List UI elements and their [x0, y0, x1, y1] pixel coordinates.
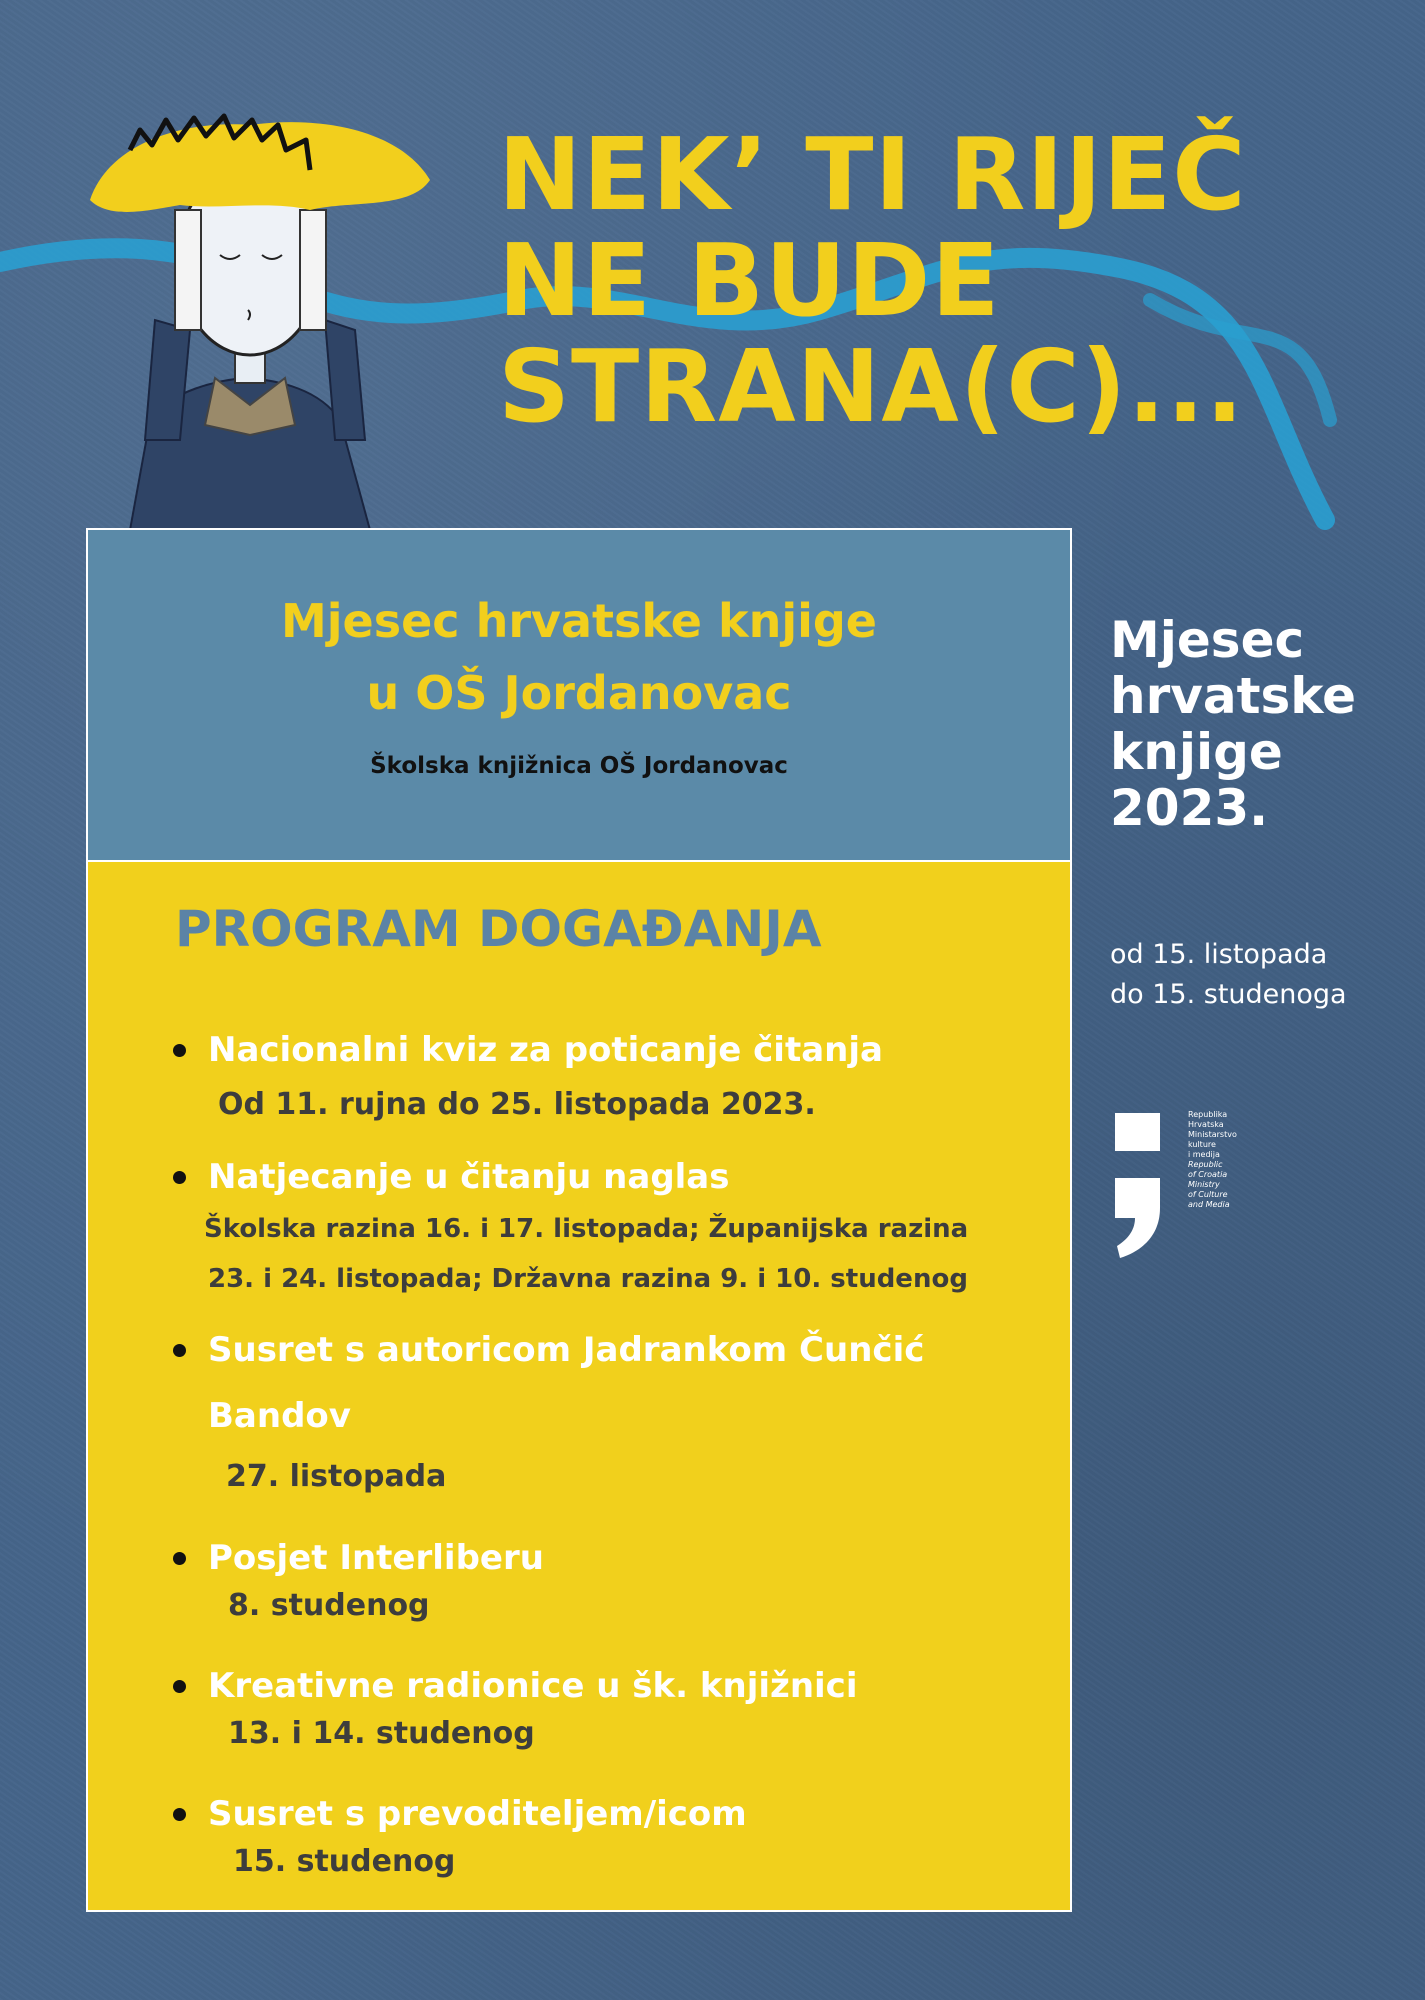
ministry-text	[1188, 1110, 1237, 1210]
girl-illustration	[70, 60, 450, 530]
ministry-text-line-en: of Culture	[1188, 1190, 1228, 1199]
event-title: Kreativne radionice u šk. knjižnici	[208, 1666, 858, 1706]
event-title: Nacionalni kviz za poticanje čitanja	[208, 1030, 883, 1070]
bullet-icon	[173, 1044, 186, 1057]
program-heading: PROGRAM DOGAĐANJA	[175, 900, 822, 958]
panel-title-line-2: u OŠ Jordanovac	[366, 666, 792, 720]
ministry-text-line: Hrvatska	[1188, 1120, 1224, 1129]
ministry-text-line: kulture	[1188, 1140, 1216, 1149]
campaign-dates	[1110, 935, 1347, 1015]
panel-title-line-1: Mjesec hrvatske knjige	[280, 594, 877, 648]
semicolon-dot-icon	[1115, 1113, 1160, 1151]
headline-line-2: NE BUDE	[498, 222, 1001, 339]
event-title: Natjecanje u čitanju naglas	[208, 1157, 730, 1197]
event-date: 15. studenog	[233, 1844, 456, 1879]
campaign-title-line: 2023.	[1110, 779, 1269, 837]
ministry-text-line: i medija	[1188, 1150, 1220, 1159]
ministry-text-line-en: Republic	[1188, 1160, 1223, 1169]
panel-subtitle: Školska knjižnica OŠ Jordanovac	[370, 753, 788, 779]
campaign-dates-line: od 15. listopada	[1110, 939, 1328, 970]
campaign-title-line: Mjesec	[1110, 611, 1305, 669]
ministry-text-line-en: Ministry	[1188, 1180, 1220, 1189]
semicolon-comma-icon	[1115, 1178, 1163, 1258]
ministry-text-line: Ministarstvo	[1188, 1130, 1237, 1139]
panel-title	[88, 585, 1070, 729]
event-title: Posjet Interliberu	[208, 1538, 544, 1578]
ministry-text-line-en: of Croatia	[1188, 1170, 1228, 1179]
event-title: Susret s prevoditeljem/icom	[208, 1794, 747, 1834]
bullet-icon	[173, 1344, 186, 1357]
ministry-text-line: Republika	[1188, 1110, 1228, 1119]
ministry-logo	[1115, 1110, 1255, 1260]
campaign-title	[1110, 612, 1356, 836]
headline-line-3: STRANA(C)...	[498, 328, 1245, 445]
campaign-dates-line: do 15. studenoga	[1110, 979, 1347, 1010]
headline-line-1: NEK’ TI RIJEČ	[498, 116, 1247, 233]
poster-headline	[498, 116, 1247, 445]
program-panel	[86, 528, 1072, 1912]
campaign-title-line: knjige	[1110, 723, 1283, 781]
bullet-icon	[173, 1552, 186, 1565]
event-date: Od 11. rujna do 25. listopada 2023.	[218, 1087, 816, 1122]
program-section	[88, 862, 1070, 1910]
panel-header	[88, 530, 1070, 862]
event-title: Susret s autoricom Jadrankom Čunčić Bandov	[208, 1330, 925, 1436]
event-date: 13. i 14. studenog	[228, 1716, 535, 1751]
event-date: 23. i 24. listopada; Državna razina 9. i 10. studenog	[208, 1264, 968, 1294]
event-date: 8. studenog	[228, 1588, 430, 1623]
event-date: Školska razina 16. i 17. listopada; Županijska razina	[204, 1214, 969, 1244]
bullet-icon	[173, 1808, 186, 1821]
bullet-icon	[173, 1171, 186, 1184]
ministry-text-line-en: and Media	[1188, 1200, 1230, 1209]
bullet-icon	[173, 1680, 186, 1693]
event-date: 27. listopada	[226, 1459, 447, 1494]
campaign-title-line: hrvatske	[1110, 667, 1357, 725]
